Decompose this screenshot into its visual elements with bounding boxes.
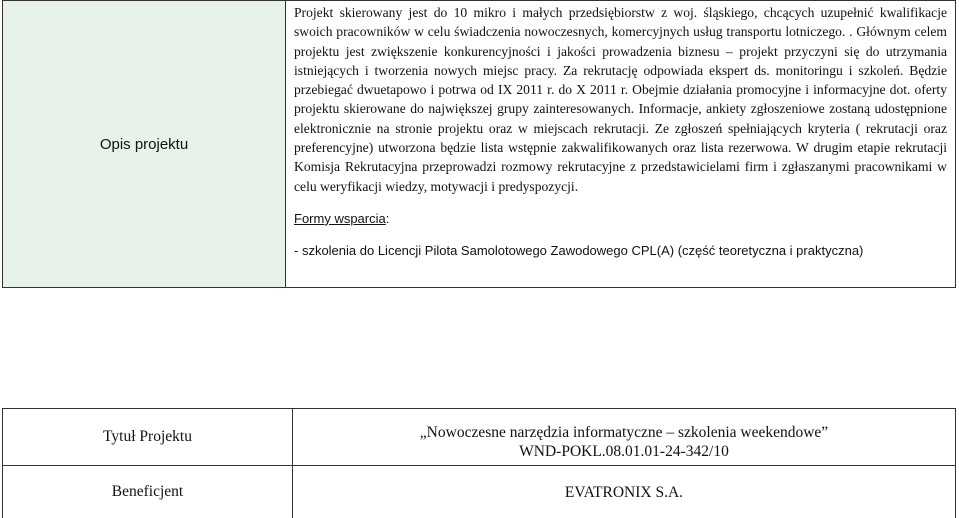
support-forms-item: - szkolenia do Licencji Pilota Samolotowego Zawodowego CPL(A) (część teoretyczna i praktyczna) xyxy=(294,242,864,258)
project-title-number: WND-POKL.08.01.01-24-342/10 xyxy=(519,443,729,460)
project-description-table xyxy=(2,0,956,288)
support-forms-heading xyxy=(294,209,947,228)
project-description-text: Projekt skierowany jest do 10 mikro i małych przedsiębiorstw z woj. śląskiego, chcących uzupełnić kwalifikacje swoich pracowników w celu świadczenia nowoczesnych, komercyjnych usług transportu lotniczego. . Głównym celem projektu jest zwiększenie konkurencyjności i jakości prowadzenia biznesu – projekt przyczyni się do utrzymania istniejących i tworzenia nowych miejsc pracy. Za rekrutację odpowiada ekspert ds. monitoringu i szkoleń. Będzie przebiegać dwuetapowo i potrwa od IX 2011 r. do X 2011 r. Obejmie działania promocyjne i informacyjne dot. oferty projektu skierowane do największej grupy zainteresowanych. Informacje, ankiety zgłoszeniowe zostaną udostępnione elektronicznie na stronie projektu oraz w miejscach rekrutacji. Ze zgłoszeń spełniających kryteria ( rekrutacji oraz preferencyjne) utworzona będzie lista wstępnie zakwalifikowanych oraz lista rezerwowa. W drugim etapie rekrutacji Komisja Rekrutacyjna przeprowadzi rozmowy rekrutacyjne z przedstawicielami firm i zgłaszanymi pracownikami w celu weryfikacji wiedzy, motywacji i predyspozycji. xyxy=(294,5,947,194)
project-info-table xyxy=(2,408,956,518)
project-title-value-cell xyxy=(293,409,955,465)
project-description-content xyxy=(286,1,955,287)
project-title-label: Tytuł Projektu xyxy=(103,428,192,445)
project-description-label: Opis projektu xyxy=(99,135,189,153)
support-forms-heading-colon: : xyxy=(385,210,390,226)
beneficiary-label: Beneficjent xyxy=(111,483,184,500)
support-forms-heading-text: Formy wsparcia xyxy=(294,210,386,226)
project-title-row xyxy=(3,409,955,466)
beneficiary-value-cell xyxy=(293,466,955,518)
project-description-label-cell xyxy=(3,1,286,287)
project-title-name: „Nowoczesne narzędzia informatyczne – szkolenia weekendowe” xyxy=(419,424,829,441)
beneficiary-label-cell xyxy=(3,466,293,518)
project-title-label-cell xyxy=(3,409,293,465)
beneficiary-row xyxy=(3,466,955,518)
beneficiary-value: EVATRONIX S.A. xyxy=(564,483,684,501)
